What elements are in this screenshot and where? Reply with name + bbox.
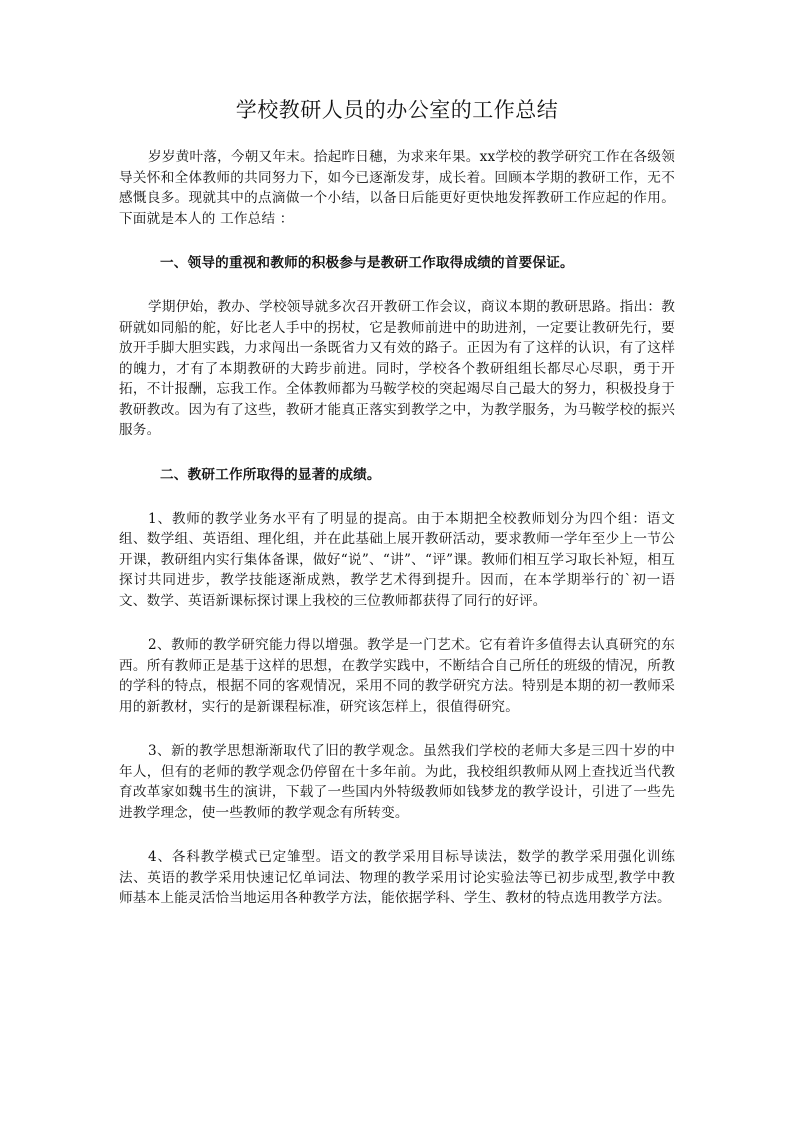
intro-paragraph: 岁岁黄叶落，今朝又年末。拾起昨日穗，为求来年果。xx学校的教学研究工作在各级领导关怀和全体教师的共同努力下，如今已逐渐发芽，成长着。回顾本学期的教研工作，无不感慨良多。现就其中的点滴做一个小结，以备日后能更好更快地发挥教研工作应起的作用。下面就是本人的 工作总结 ： (119, 149, 675, 227)
achievement-paragraph-2: 2、教师的教学研究能力得以增强。教学是一门艺术。它有着许多值得去认真研究的东西。所有教师正是基于这样的思想，在教学实践中，不断结合自己所任的班级的情况，所教的学科的特点，根据不同的客观情况，采用不同的教学研究方法。特别是本期的初一教师采用的新教材，实行的是新课程标准，研究该怎样上，很值得研究。 (119, 637, 675, 715)
achievement-paragraph-1: 1、教师的教学业务水平有了明显的提高。由于本期把全校教师划分为四个组：语文组、数学组、英语组、理化组，并在此基础上展开教研活动，要求教师一学年至少上一节公开课，教研组内实行集体备课，做好“说”、“讲”、“评”课。教师们相互学习取长补短，相互探讨共同进步，教学技能逐渐成熟，教学艺术得到提升。因而，在本学期举行的`初一语文、数学、英语新课标探讨课上我校的三位教师都获得了同行的好评。 (119, 510, 675, 609)
achievement-paragraph-3: 3、新的教学思想渐渐取代了旧的教学观念。虽然我们学校的老师大多是三四十岁的中年人，但有的老师的教学观念仍停留在十多年前。为此，我校组织教师从网上查找近当代教育改革家如魏书生的演讲，下载了一些国内外特级教师如钱梦龙的教学设计，引进了一些先进教学理念，使一些教师的教学观念有所转变。 (119, 743, 675, 821)
section-heading-2: 二、教研工作所取得的显著的成绩。 (160, 466, 381, 483)
section-1-paragraph: 学期伊始，教办、学校领导就多次召开教研工作会议，商议本期的教研思路。指出：教研就如同船的舵，好比老人手中的拐杖，它是教师前进中的助进剂，一定要让教研先行，要放开手脚大胆实践，力求闯出一条既省力又有效的路子。正因为有了这样的认识，有了这样的魄力，才有了本期教研的大跨步前进。同时，学校各个教研组组长都尽心尽职，勇于开拓，不计报酬，忘我工作。全体教师都为马鞍学校的突起竭尽自己最大的努力，积极投身于教研教改。因为有了这些，教研才能真正落实到教学之中，为教学服务，为马鞍学校的振兴服务。 (119, 299, 675, 438)
document-title: 学校教研人员的办公室的工作总结 (235, 98, 559, 122)
achievement-paragraph-4: 4、各科教学模式已定雏型。语文的教学采用目标导读法，数学的教学采用强化训练法、英语的教学采用快速记忆单词法、物理的教学采用讨论实验法等已初步成型,教学中教师基本上能灵活恰当地运用各种教学方法，能依据学科、学生、教材的特点选用教学方法。 (119, 849, 675, 906)
section-heading-1: 一、领导的重视和教师的积极参与是教研工作取得成绩的首要保证。 (160, 255, 574, 271)
document-body (119, 95, 675, 933)
